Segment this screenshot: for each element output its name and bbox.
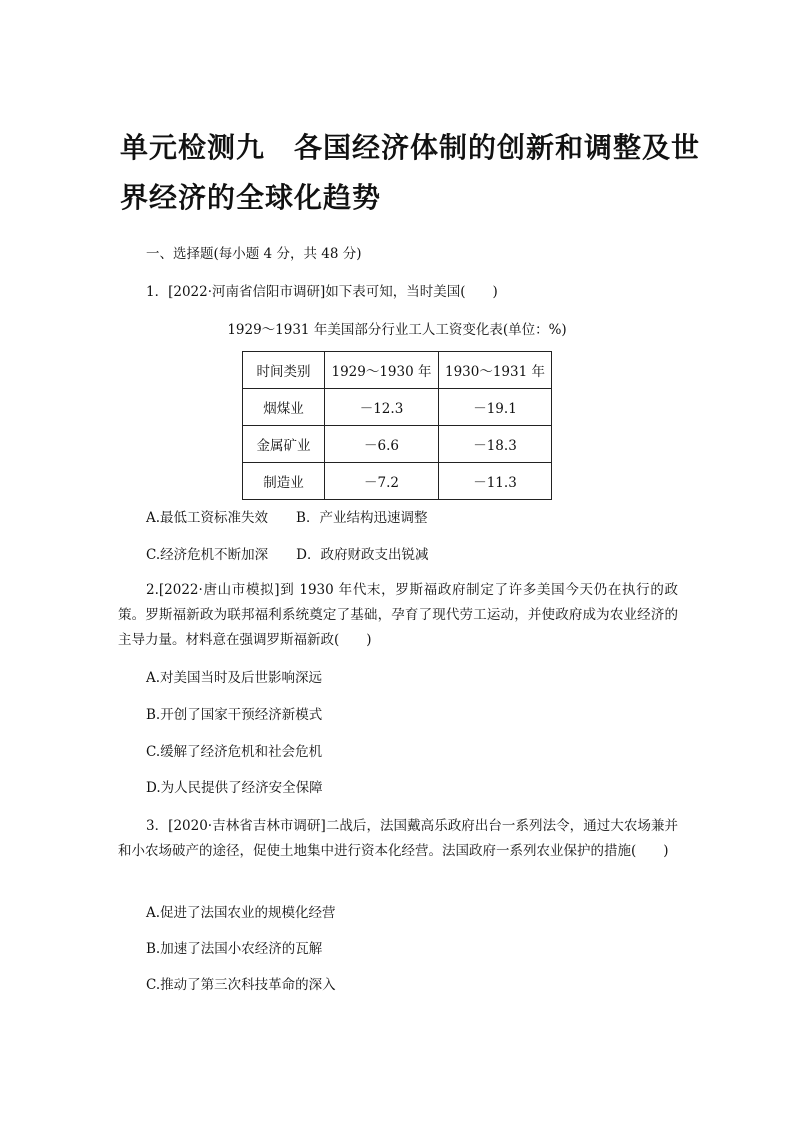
wage-change-table [242, 351, 552, 500]
question-1-options-row-1 [146, 508, 427, 528]
table-cell: 烟煤业 [243, 389, 325, 426]
option-c[interactable]: C.经济危机不断加深 [146, 547, 269, 563]
document-title: 单元检测九 各国经济体制的创新和调整及世界经济的全球化趋势 [120, 131, 701, 214]
table-row [243, 389, 552, 426]
table-cell: －18.3 [439, 426, 552, 463]
option-a[interactable]: A.对美国当时及后世影响深远 [146, 670, 323, 686]
option-b[interactable]: B.加速了法国小农经济的瓦解 [146, 941, 323, 957]
option-d[interactable]: D．政府财政支出锐减 [296, 547, 429, 563]
table-row [243, 463, 552, 500]
question-1-stem: 1．[2022·河南省信阳市调研]如下表可知，当时美国( ) [146, 284, 498, 300]
question-1-options-row-2 [146, 545, 428, 565]
table-cell: －11.3 [439, 463, 552, 500]
question-2-stem: 2.[2022·唐山市模拟]到 1930 年代末，罗斯福政府制定了许多美国今天仍在执行的政策。罗斯福新政为联邦福利系统奠定了基础，孕育了现代劳工运动，并使政府成为农业经济的主导力量。材料意在强调罗斯福新政( ) [118, 582, 678, 648]
table-cell: －12.3 [325, 389, 439, 426]
option-a[interactable]: A.最低工资标准失效 [146, 510, 269, 526]
table-header-cell: 时间类别 [243, 352, 325, 389]
table-row [243, 426, 552, 463]
table-cell: －6.6 [325, 426, 439, 463]
table-cell: 金属矿业 [243, 426, 325, 463]
option-c[interactable]: C.缓解了经济危机和社会危机 [146, 744, 323, 760]
option-c[interactable]: C.推动了第三次科技革命的深入 [146, 977, 336, 993]
table-header-cell: 1930～1931 年 [439, 352, 552, 389]
section-header: 一、选择题(每小题 4 分，共 48 分) [146, 246, 362, 262]
option-b[interactable]: B．产业结构迅速调整 [296, 510, 428, 526]
table-header-row [243, 352, 552, 389]
table-header-cell: 1929～1930 年 [325, 352, 439, 389]
option-a[interactable]: A.促进了法国农业的规模化经营 [146, 905, 336, 921]
table-caption: 1929～1931 年美国部分行业工人工资变化表(单位：%) [227, 322, 567, 338]
table-cell: 制造业 [243, 463, 325, 500]
question-3-stem: 3．[2020·吉林省吉林市调研]二战后，法国戴高乐政府出台一系列法令，通过大农场兼并和小农场破产的途径，促使土地集中进行资本化经营。法国政府一系列农业保护的措施( ) [118, 818, 678, 859]
table-cell: －19.1 [439, 389, 552, 426]
table-cell: －7.2 [325, 463, 439, 500]
option-d[interactable]: D.为人民提供了经济安全保障 [146, 780, 323, 796]
option-b[interactable]: B.开创了国家干预经济新模式 [146, 707, 323, 723]
